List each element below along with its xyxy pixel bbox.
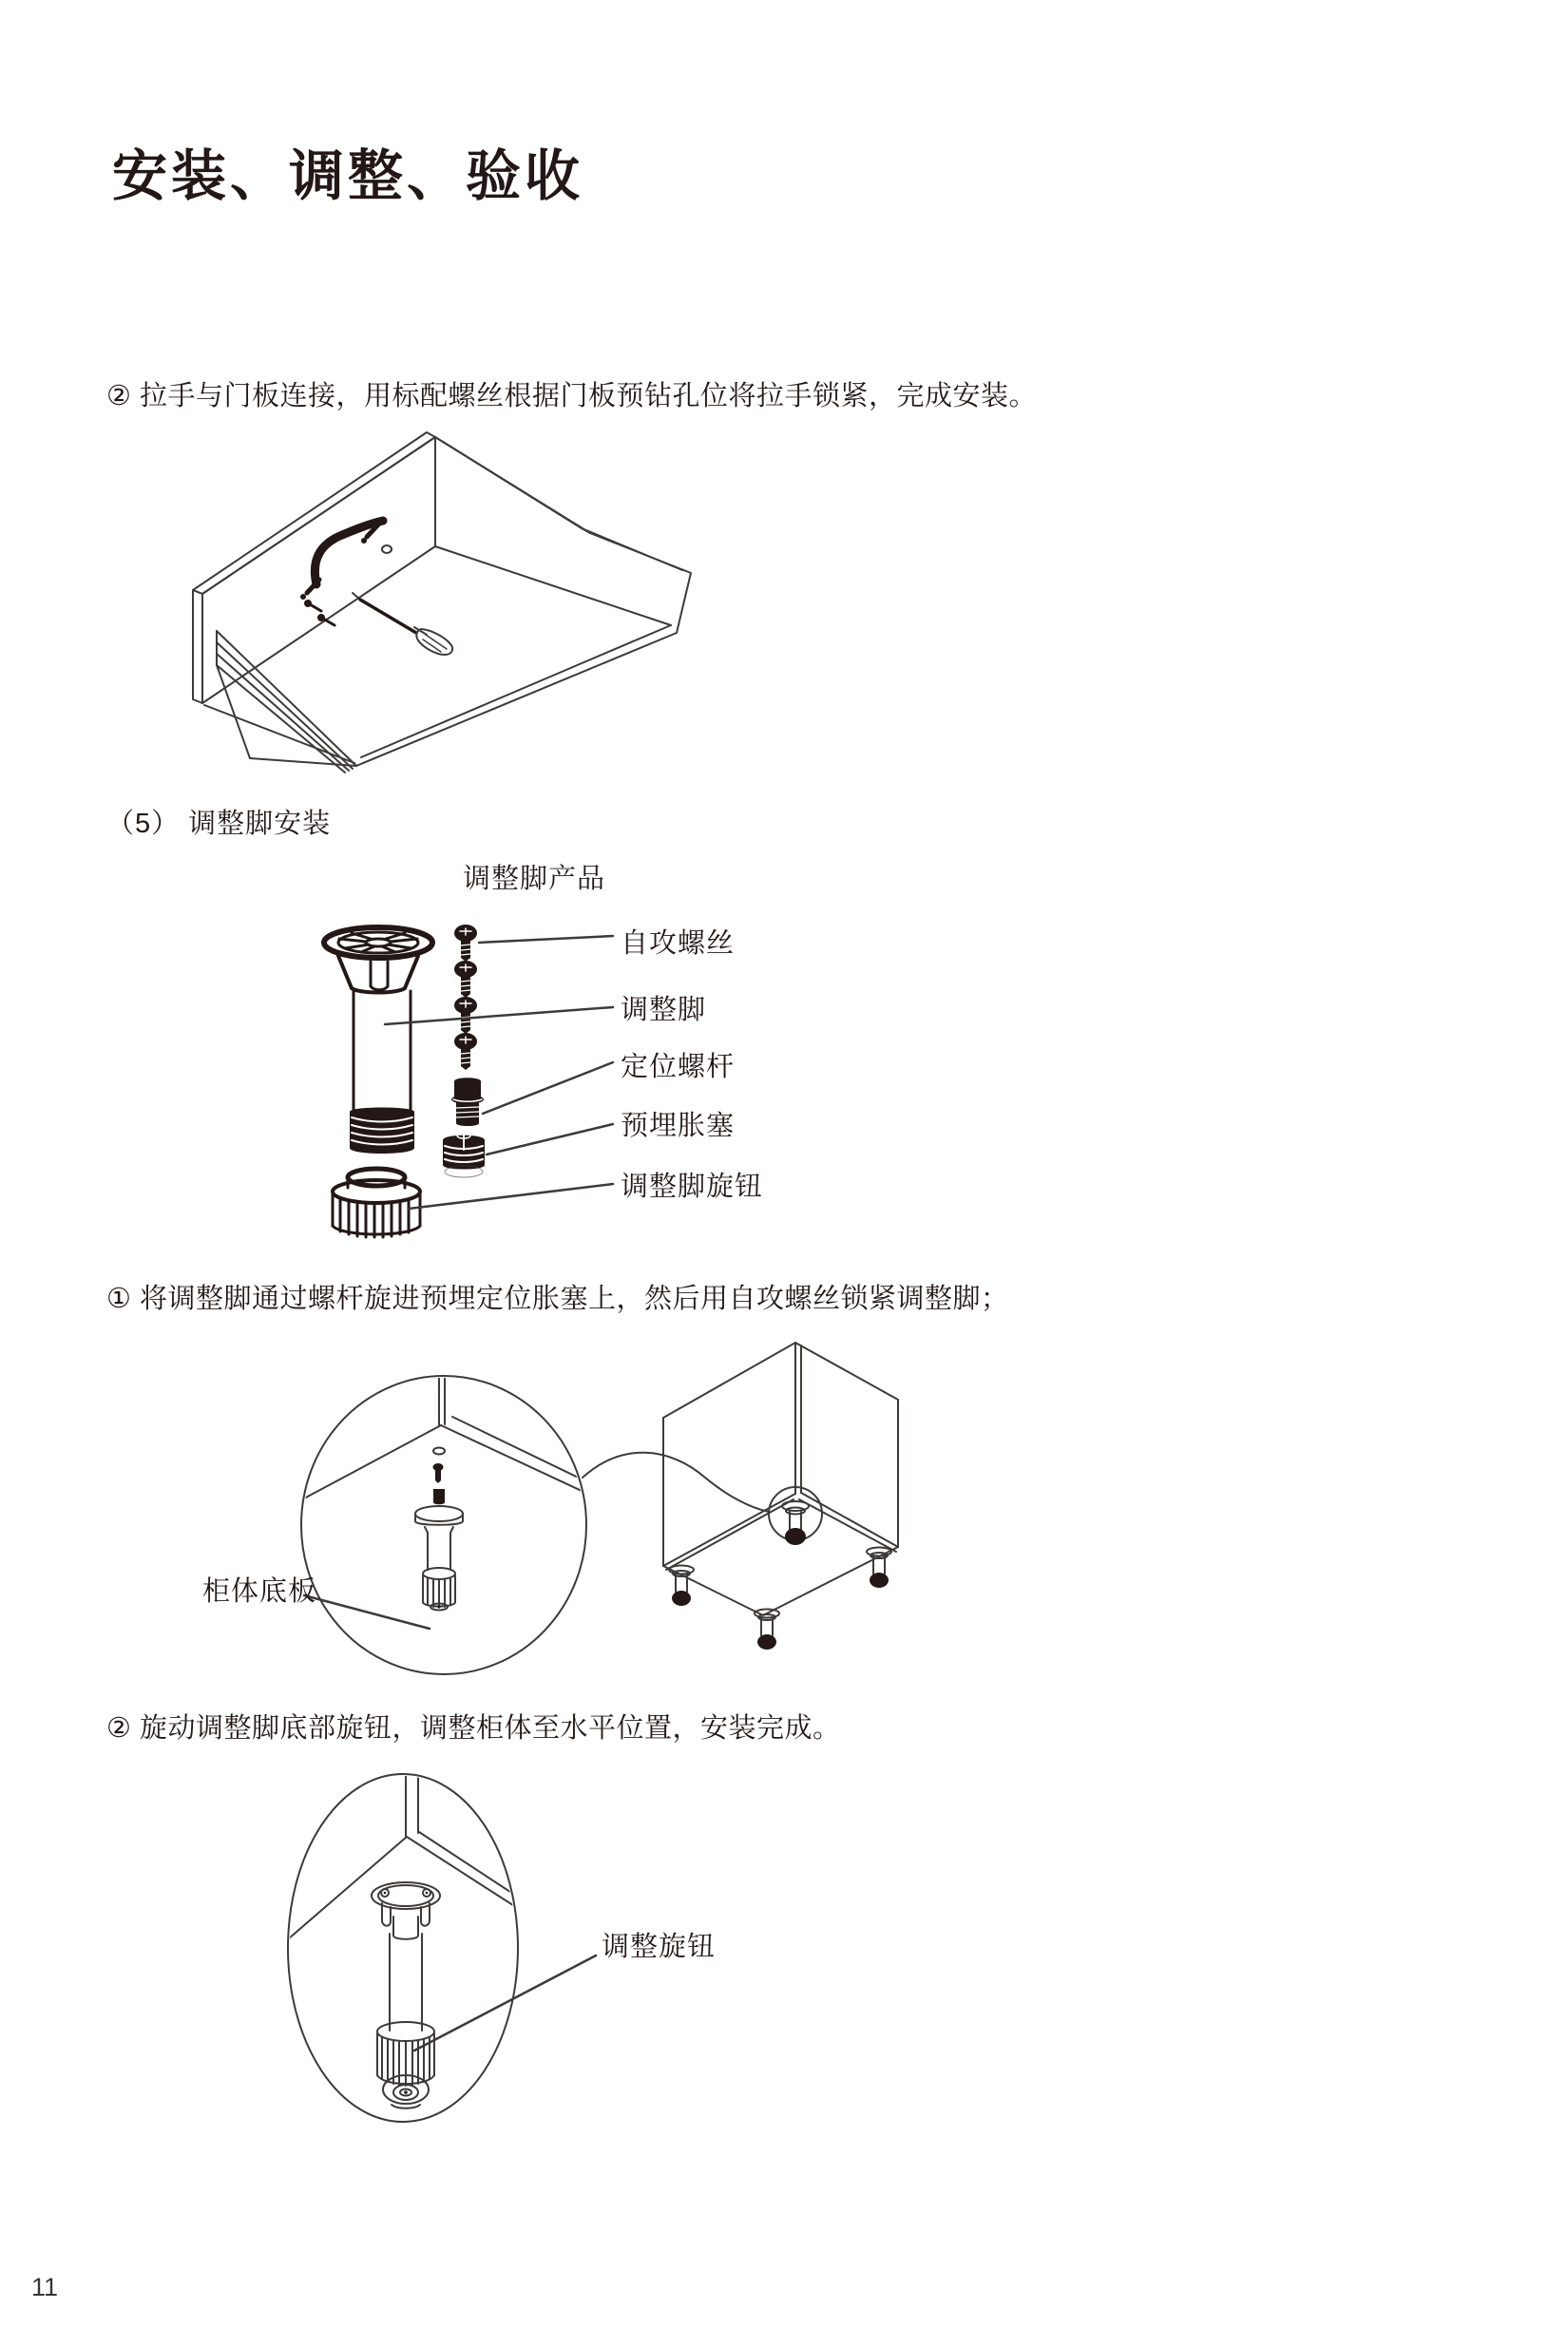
page-title: 安装、调整、验收 xyxy=(112,145,584,207)
page-number: 11 xyxy=(31,2273,59,2301)
part-label-self-tapping-screw: 自攻螺丝 xyxy=(621,928,736,959)
foot-mounting-diagram xyxy=(190,1335,1007,1710)
leader-foot-knob xyxy=(409,1184,613,1209)
foot-section-heading: （5） 调整脚安装 xyxy=(106,809,332,839)
screwdriver-icon xyxy=(353,593,452,655)
foot-product-caption: 调整脚产品 xyxy=(463,864,606,894)
positioning-rod-icon xyxy=(451,1078,484,1126)
foot-detail-icon xyxy=(415,1448,463,1611)
foot-install-step1-text: ① 将调整脚通过螺杆旋进预埋定位胀塞上，然后用自攻螺丝锁紧调整脚； xyxy=(106,1284,1009,1314)
leader-bottom-panel xyxy=(304,1595,430,1629)
leader-positioning-rod xyxy=(483,1062,613,1114)
cabinet-foot-icon xyxy=(867,1548,891,1589)
cabinet-icon xyxy=(583,1343,898,1650)
foot-neck-icon xyxy=(338,956,418,993)
leader-adjustment-knob xyxy=(414,1956,596,2051)
adjustment-knob-icon xyxy=(377,2022,434,2109)
pilot-hole-icon xyxy=(382,545,392,553)
handle-install-step-text: ② 拉手与门板连接，用标配螺丝根据门板预钻孔位将拉手锁紧，完成安装。 xyxy=(106,381,1038,411)
leader-adjustable-foot xyxy=(385,1007,613,1024)
part-label-expansion-plug: 预埋胀塞 xyxy=(621,1111,736,1141)
foot-knob-icon xyxy=(333,1169,420,1237)
foot-flange-icon xyxy=(324,927,432,958)
expansion-plug-icon xyxy=(443,1135,485,1177)
foot-bottom-view-icon xyxy=(372,1882,440,2109)
part-label-positioning-rod: 定位螺杆 xyxy=(621,1052,736,1082)
cabinet-foot-icon xyxy=(782,1501,809,1545)
cabinet-foot-icon xyxy=(755,1610,779,1651)
drawer-handle-installation-diagram xyxy=(133,428,713,789)
self-tapping-screws-icon xyxy=(454,925,477,1070)
bottom-panel-label: 柜体底板 xyxy=(202,1576,317,1607)
leader-self-tapping-screw xyxy=(479,936,613,943)
adjustment-knob-label: 调整旋钮 xyxy=(602,1932,717,1962)
foot-install-step2-text: ② 旋动调整脚底部旋钮，调整柜体至水平位置，安装完成。 xyxy=(106,1713,841,1744)
part-label-foot-knob: 调整脚旋钮 xyxy=(621,1172,764,1202)
detail-link-curve xyxy=(583,1453,769,1512)
leader-expansion-plug xyxy=(487,1124,613,1154)
part-label-adjustable-foot: 调整脚 xyxy=(621,995,707,1025)
foot-body-icon xyxy=(350,991,414,1154)
